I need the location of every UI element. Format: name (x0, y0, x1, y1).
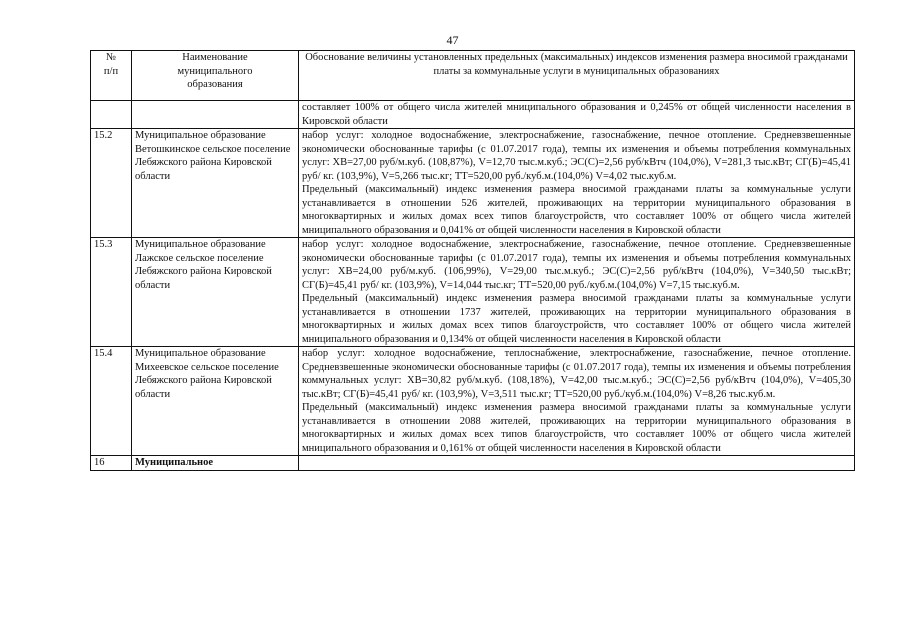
row-name: Муниципальное образование Ветошкинское сельское поселение Лебяжского района Кировской области (132, 129, 299, 238)
table-row (91, 347, 855, 456)
row-num (91, 101, 132, 129)
header-basis: Обоснование величины установленных предельных (максимальных) индексов изменения размера вносимой гражданами платы за коммунальные услуги в муниципальных образованиях (299, 51, 855, 101)
row-num: 15.4 (91, 347, 132, 456)
row-text (299, 347, 855, 456)
table-row (91, 129, 855, 238)
row-paragraph: набор услуг: холодное водоснабжение, электроснабжение, газоснабжение, печное отопление. Средневзвешенные экономически обоснованные тарифы (с 01.07.2017 года), темпы их изменения и объемы потребления коммунальных услуг: ХВ=24,00 руб/м.куб. (106,99%), V=29,00 тыс.м.куб.; ЭС(С)=2,56 руб/кВтч (104,0%), V=340,50 тыс.кВт; СГ(Б)=45,41 руб/ кг. (103,9%), V=14,044 тыс.кг; ТТ=520,00 руб./куб.м.(104,0%) V=7,15 тыс.куб.м. (302, 239, 851, 291)
table-row (91, 238, 855, 347)
row-name (132, 101, 299, 129)
table-header-row (91, 51, 855, 101)
row-paragraph: составляет 100% от общего числа жителей мниципального образования и 0,245% от общей численности населения в Кировской области (302, 102, 851, 127)
row-paragraph: Предельный (максимальный) индекс изменения размера вносимой гражданами платы за коммунальные услуги устанавливается в отношении 526 жителей, проживающих на территории муниципального образования в многоквартирных и жилых домах всех типов благоустройств, что составляет 100% от общего числа жителей мниципального образования и 0,041% от общей численности населения в Кировской области (302, 184, 851, 236)
row-num: 15.3 (91, 238, 132, 347)
row-name: Муниципальное образование Михеевское сельское поселение Лебяжского района Кировской области (132, 347, 299, 456)
header-name: Наименование муниципального образования (132, 51, 299, 101)
row-name: Муниципальное (132, 456, 299, 471)
header-num: № п/п (91, 51, 132, 101)
row-paragraph: Предельный (максимальный) индекс изменения размера вносимой гражданами платы за коммунальные услуги устанавливается в отношении 2088 жителей, проживающих на территории муниципального образования в многоквартирных и жилых домах всех типов благоустройств, что составляет 100% от общего числа жителей мниципального образования и 0,161% от общей численности населения в Кировской области (302, 402, 851, 454)
row-text (299, 456, 855, 471)
table-row (91, 101, 855, 129)
row-paragraph: Предельный (максимальный) индекс изменения размера вносимой гражданами платы за коммунальные услуги устанавливается в отношении 1737 жителей, проживающих на территории муниципального образования в многоквартирных и жилых домах всех типов благоустройств, что составляет 100% от общего числа жителей мниципального образования и 0,134% от общей численности населения в Кировской области (302, 293, 851, 345)
row-paragraph: набор услуг: холодное водоснабжение, теплоснабжение, электроснабжение, газоснабжение, печное отопление. Средневзвешенные экономически обоснованные тарифы (с 01.07.2017 года), темпы их изменения и объемы потребления коммунальных услуг: ХВ=30,82 руб/м.куб. (108,18%), V=42,00 тыс.м.куб.; ЭС(С)=2,56 руб/кВтч (104,0%), V=405,30 тыс.кВт; СГ(Б)=45,41 руб/ кг. (103,9%), V=3,511 тыс.кг; ТТ=520,00 руб./куб.м.(104,0%) V=8,26 тыс.куб.м. (302, 348, 851, 400)
row-paragraph: набор услуг: холодное водоснабжение, электроснабжение, газоснабжение, печное отопление. Средневзвешенные экономически обоснованные тарифы (с 01.07.2017 года), темпы их изменения и объемы потребления коммунальных услуг: ХВ=27,00 руб/м.куб. (108,87%), V=12,70 тыс.м.куб.; ЭС(С)=2,56 руб/кВтч (104,0%), V=281,3 тыс.кВт; СГ(Б)=45,41 руб/ кг. (103,9%), V=5,266 тыс.кг; ТТ=520,00 руб./куб.м.(104,0%) V=4,02 тыс.куб.м. (302, 130, 851, 182)
row-name: Муниципальное образование Лажское сельское поселение Лебяжского района Кировской области (132, 238, 299, 347)
page-number: 47 (446, 33, 459, 47)
tariff-table (90, 50, 855, 471)
table-row (91, 456, 855, 471)
row-num: 16 (91, 456, 132, 471)
row-num: 15.2 (91, 129, 132, 238)
row-text (299, 101, 855, 129)
row-text (299, 129, 855, 238)
row-text (299, 238, 855, 347)
